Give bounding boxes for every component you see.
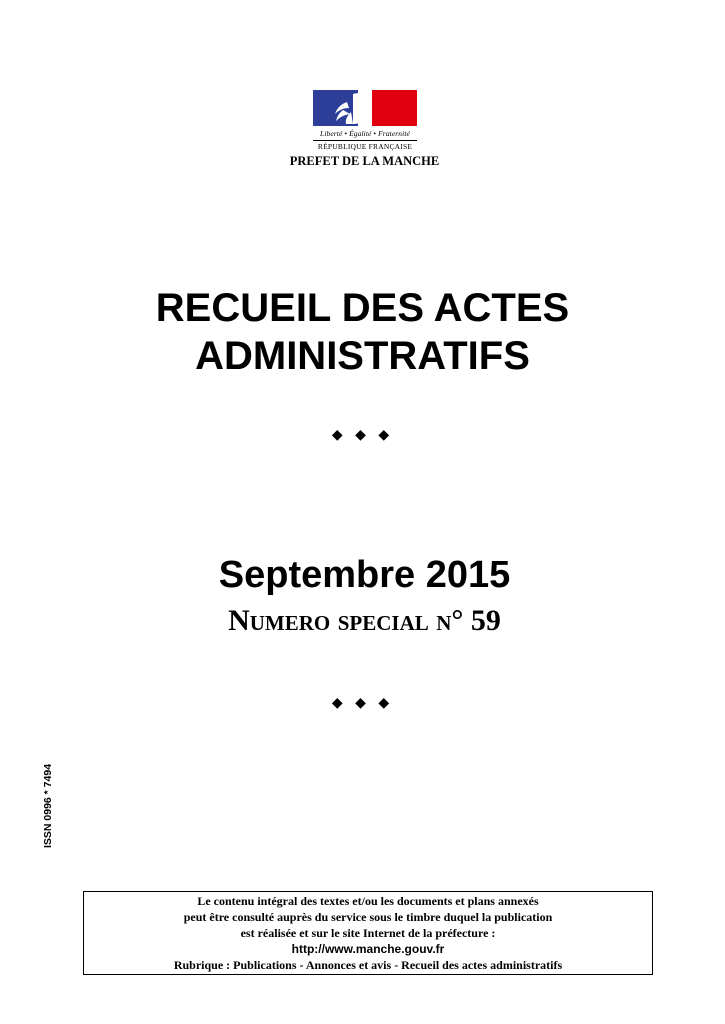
info-line: Rubrique : Publications - Annonces et avis - Recueil des actes administratifs bbox=[173, 958, 563, 972]
title-line-1: RECUEIL DES ACTES bbox=[155, 286, 570, 330]
title-line-2: ADMINISTRATIFS bbox=[195, 334, 530, 378]
diamond-separator: ◆ ◆ ◆ bbox=[331, 695, 394, 711]
issue-number: Numero special n° 59 bbox=[228, 604, 501, 637]
page-title bbox=[0, 284, 725, 380]
republique-francaise-logo bbox=[313, 90, 419, 151]
info-line: peut être consulté auprès du service sous le timbre duquel la publication bbox=[183, 910, 553, 924]
issn-label: ISSN 0996 * 7494 bbox=[42, 763, 54, 849]
tricolor-flag bbox=[313, 90, 417, 126]
info-box bbox=[83, 891, 653, 975]
republique-label: RÉPUBLIQUE FRANÇAISE bbox=[317, 142, 413, 151]
website-link[interactable]: http://www.manche.gouv.fr bbox=[291, 942, 445, 956]
info-line: Le contenu intégral des textes et/ou les documents et plans annexés bbox=[197, 894, 539, 908]
divider bbox=[313, 140, 417, 141]
marianne-icon bbox=[313, 90, 417, 126]
prefet-label: PREFET DE LA MANCHE bbox=[289, 154, 440, 168]
info-line: est réalisée et sur le site Internet de la préfecture : bbox=[240, 926, 496, 940]
diamond-separator: ◆ ◆ ◆ bbox=[331, 427, 394, 443]
issue-date: Septembre 2015 bbox=[218, 554, 511, 596]
motto: Liberté • Égalité • Fraternité bbox=[320, 129, 410, 138]
